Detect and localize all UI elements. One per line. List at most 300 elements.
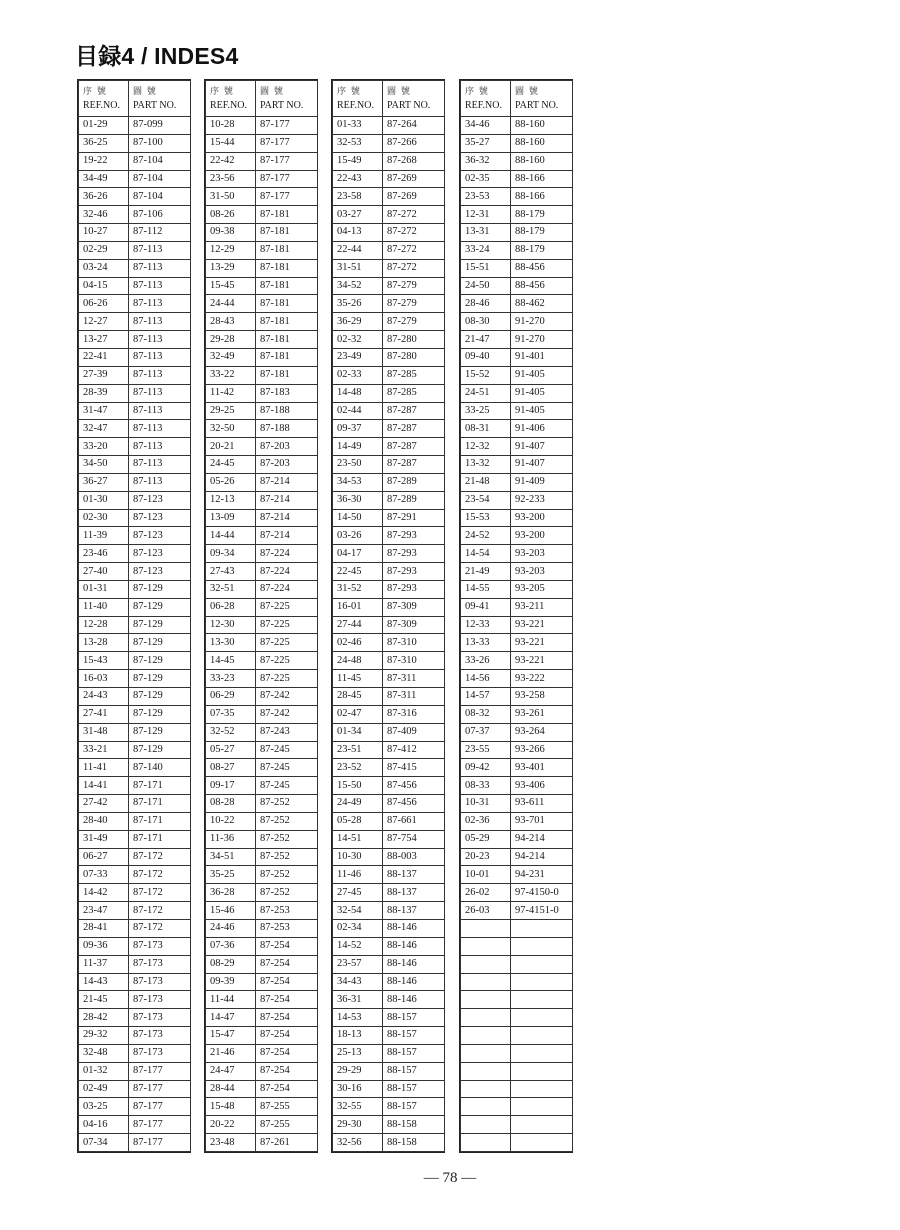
page-number: — 78 — bbox=[423, 1170, 477, 1186]
ref-no-cell: 14-52 bbox=[333, 937, 383, 955]
ref-no-cell: 08-31 bbox=[461, 420, 511, 438]
table-row bbox=[206, 919, 318, 937]
ref-no-cell: 03-26 bbox=[333, 527, 383, 545]
part-no-cell: 87-171 bbox=[129, 812, 191, 830]
ref-no-cell: 27-41 bbox=[79, 705, 129, 723]
table-row bbox=[461, 170, 573, 188]
ref-no-cell: 11-39 bbox=[79, 527, 129, 545]
ref-no-cell: 11-42 bbox=[206, 384, 256, 402]
part-no-cell: 88-137 bbox=[383, 902, 445, 920]
ref-no-cell: 10-01 bbox=[461, 866, 511, 884]
part-no-cell bbox=[511, 1080, 573, 1098]
table-row bbox=[79, 348, 191, 366]
ref-no-cell: 07-36 bbox=[206, 937, 256, 955]
table-row bbox=[461, 723, 573, 741]
part-no-cell: 87-412 bbox=[383, 741, 445, 759]
ref-no-cell: 27-44 bbox=[333, 616, 383, 634]
ref-no-cell: 36-29 bbox=[333, 313, 383, 331]
ref-no-cell: 09-38 bbox=[206, 224, 256, 242]
part-no-cell: 87-177 bbox=[129, 1134, 191, 1152]
part-no-cell: 87-172 bbox=[129, 902, 191, 920]
part-no-cell: 87-099 bbox=[129, 117, 191, 135]
part-no-cell: 87-293 bbox=[383, 580, 445, 598]
part-no-cell: 88-137 bbox=[383, 866, 445, 884]
part-no-cell: 88-456 bbox=[511, 259, 573, 277]
part-no-cell: 87-272 bbox=[383, 241, 445, 259]
table-row bbox=[79, 830, 191, 848]
table-row bbox=[79, 117, 191, 135]
table-row bbox=[206, 456, 318, 474]
table-row bbox=[461, 634, 573, 652]
ref-no-cell: 12-33 bbox=[461, 616, 511, 634]
ref-no-cell: 22-42 bbox=[206, 152, 256, 170]
part-no-cell: 87-172 bbox=[129, 848, 191, 866]
index-table-3 bbox=[331, 79, 445, 1153]
ref-no-cell: 04-17 bbox=[333, 545, 383, 563]
table-row bbox=[79, 509, 191, 527]
part-no-cell bbox=[511, 919, 573, 937]
part-no-cell: 93-611 bbox=[511, 795, 573, 813]
table-row bbox=[79, 634, 191, 652]
part-no-header-zh: 圖 號 bbox=[515, 86, 539, 97]
part-no-cell bbox=[511, 1134, 573, 1152]
table-row bbox=[79, 224, 191, 242]
part-no-cell: 87-113 bbox=[129, 384, 191, 402]
table-row bbox=[333, 652, 445, 670]
table-row bbox=[461, 795, 573, 813]
table-row bbox=[461, 866, 573, 884]
table-row bbox=[79, 1044, 191, 1062]
ref-no-cell: 08-27 bbox=[206, 759, 256, 777]
table-row bbox=[461, 295, 573, 313]
table-row bbox=[333, 937, 445, 955]
part-no-cell: 93-221 bbox=[511, 652, 573, 670]
part-no-header-zh: 圖 號 bbox=[260, 86, 284, 97]
part-no-cell: 87-316 bbox=[383, 705, 445, 723]
part-no-cell: 93-266 bbox=[511, 741, 573, 759]
part-no-cell: 87-268 bbox=[383, 152, 445, 170]
ref-no-cell: 02-30 bbox=[79, 509, 129, 527]
ref-no-cell: 32-55 bbox=[333, 1098, 383, 1116]
part-no-cell: 88-456 bbox=[511, 277, 573, 295]
ref-no-cell: 15-47 bbox=[206, 1027, 256, 1045]
part-no-cell: 87-181 bbox=[256, 313, 318, 331]
table-row bbox=[333, 509, 445, 527]
ref-no-cell: 28-46 bbox=[461, 295, 511, 313]
ref-no-cell: 13-09 bbox=[206, 509, 256, 527]
part-no-cell: 87-214 bbox=[256, 527, 318, 545]
table-row bbox=[206, 241, 318, 259]
part-no-cell: 87-252 bbox=[256, 795, 318, 813]
part-no-cell: 87-172 bbox=[129, 884, 191, 902]
table-row bbox=[333, 884, 445, 902]
part-no-cell: 87-181 bbox=[256, 366, 318, 384]
ref-no-cell: 23-52 bbox=[333, 759, 383, 777]
table-row bbox=[206, 170, 318, 188]
table-row bbox=[206, 812, 318, 830]
part-no-cell: 87-123 bbox=[129, 563, 191, 581]
part-no-cell: 87-113 bbox=[129, 366, 191, 384]
table-row bbox=[206, 580, 318, 598]
table-row bbox=[206, 527, 318, 545]
ref-no-cell: 16-01 bbox=[333, 598, 383, 616]
part-no-cell: 88-157 bbox=[383, 1062, 445, 1080]
part-no-cell: 87-255 bbox=[256, 1116, 318, 1134]
ref-no-cell: 14-41 bbox=[79, 777, 129, 795]
ref-no-cell: 23-54 bbox=[461, 491, 511, 509]
part-no-cell: 87-255 bbox=[256, 1098, 318, 1116]
table-row bbox=[79, 723, 191, 741]
part-no-cell: 87-225 bbox=[256, 670, 318, 688]
ref-no-cell: 05-27 bbox=[206, 741, 256, 759]
ref-no-cell: 11-46 bbox=[333, 866, 383, 884]
ref-no-cell: 22-45 bbox=[333, 563, 383, 581]
part-no-cell: 87-291 bbox=[383, 509, 445, 527]
ref-no-cell: 36-30 bbox=[333, 491, 383, 509]
table-row bbox=[79, 188, 191, 206]
part-no-header bbox=[511, 81, 573, 117]
table-row bbox=[461, 919, 573, 937]
ref-no-cell: 34-51 bbox=[206, 848, 256, 866]
table-row bbox=[206, 473, 318, 491]
table-row bbox=[206, 1080, 318, 1098]
table-row bbox=[206, 331, 318, 349]
table-row bbox=[333, 313, 445, 331]
ref-no-cell: 11-44 bbox=[206, 991, 256, 1009]
table-row bbox=[206, 206, 318, 224]
part-no-header-zh: 圖 號 bbox=[387, 86, 411, 97]
table-row bbox=[461, 830, 573, 848]
part-no-cell: 88-146 bbox=[383, 919, 445, 937]
ref-no-cell: 31-50 bbox=[206, 188, 256, 206]
ref-no-cell bbox=[461, 1080, 511, 1098]
table-row bbox=[206, 188, 318, 206]
page-title: 目録4 / INDES4 bbox=[75, 43, 239, 69]
part-no-header bbox=[383, 81, 445, 117]
part-no-cell: 87-285 bbox=[383, 384, 445, 402]
part-no-cell: 87-129 bbox=[129, 580, 191, 598]
ref-no-header-en: REF.NO. bbox=[83, 99, 120, 111]
part-no-cell: 94-214 bbox=[511, 830, 573, 848]
ref-no-cell: 13-28 bbox=[79, 634, 129, 652]
table-row bbox=[461, 688, 573, 706]
table-row bbox=[79, 1116, 191, 1134]
ref-no-cell: 09-34 bbox=[206, 545, 256, 563]
table-row bbox=[333, 580, 445, 598]
ref-no-cell: 05-26 bbox=[206, 473, 256, 491]
ref-no-cell: 24-44 bbox=[206, 295, 256, 313]
ref-no-cell: 11-45 bbox=[333, 670, 383, 688]
part-no-cell: 87-243 bbox=[256, 723, 318, 741]
table-row bbox=[79, 313, 191, 331]
ref-no-cell bbox=[461, 1009, 511, 1027]
part-no-cell: 87-104 bbox=[129, 170, 191, 188]
table-row bbox=[206, 295, 318, 313]
ref-no-cell: 10-27 bbox=[79, 224, 129, 242]
table-row bbox=[333, 473, 445, 491]
ref-no-cell: 25-13 bbox=[333, 1044, 383, 1062]
part-no-cell: 88-157 bbox=[383, 1027, 445, 1045]
ref-no-cell: 13-27 bbox=[79, 331, 129, 349]
part-no-cell: 87-225 bbox=[256, 652, 318, 670]
ref-no-cell: 24-48 bbox=[333, 652, 383, 670]
ref-no-cell: 27-43 bbox=[206, 563, 256, 581]
table-row bbox=[333, 134, 445, 152]
part-no-cell: 87-181 bbox=[256, 224, 318, 242]
table-row bbox=[79, 1098, 191, 1116]
ref-no-cell: 32-47 bbox=[79, 420, 129, 438]
table-row bbox=[206, 616, 318, 634]
part-no-cell: 87-181 bbox=[256, 241, 318, 259]
table-row bbox=[333, 117, 445, 135]
part-no-cell: 93-264 bbox=[511, 723, 573, 741]
table-row bbox=[79, 937, 191, 955]
part-no-cell: 92-233 bbox=[511, 491, 573, 509]
part-no-cell: 87-310 bbox=[383, 652, 445, 670]
table-row bbox=[206, 955, 318, 973]
table-row bbox=[333, 759, 445, 777]
table-row bbox=[461, 456, 573, 474]
table-row bbox=[79, 170, 191, 188]
ref-no-cell: 32-48 bbox=[79, 1044, 129, 1062]
table-row bbox=[79, 866, 191, 884]
ref-no-cell: 32-46 bbox=[79, 206, 129, 224]
table-row bbox=[206, 884, 318, 902]
table-row bbox=[206, 848, 318, 866]
part-no-cell: 87-113 bbox=[129, 277, 191, 295]
table-row bbox=[206, 420, 318, 438]
table-row bbox=[461, 598, 573, 616]
ref-no-cell: 24-51 bbox=[461, 384, 511, 402]
part-no-cell: 87-181 bbox=[256, 259, 318, 277]
part-no-cell: 87-272 bbox=[383, 206, 445, 224]
part-no-cell: 88-146 bbox=[383, 973, 445, 991]
part-no-cell: 87-181 bbox=[256, 295, 318, 313]
part-no-cell: 88-137 bbox=[383, 884, 445, 902]
table-row bbox=[333, 1044, 445, 1062]
part-no-cell: 87-245 bbox=[256, 777, 318, 795]
ref-no-cell: 15-48 bbox=[206, 1098, 256, 1116]
table-row bbox=[333, 919, 445, 937]
part-no-cell: 87-113 bbox=[129, 420, 191, 438]
ref-no-cell: 22-44 bbox=[333, 241, 383, 259]
table-row bbox=[333, 688, 445, 706]
part-no-cell: 91-270 bbox=[511, 313, 573, 331]
table-row bbox=[79, 848, 191, 866]
ref-no-cell: 15-45 bbox=[206, 277, 256, 295]
part-no-cell: 87-293 bbox=[383, 563, 445, 581]
part-no-cell: 87-113 bbox=[129, 313, 191, 331]
part-no-cell: 88-160 bbox=[511, 117, 573, 135]
table-row bbox=[79, 705, 191, 723]
part-no-header-en: PART NO. bbox=[387, 99, 431, 111]
ref-no-cell: 01-31 bbox=[79, 580, 129, 598]
part-no-cell: 87-456 bbox=[383, 777, 445, 795]
part-no-cell: 87-177 bbox=[129, 1080, 191, 1098]
part-no-cell: 87-293 bbox=[383, 527, 445, 545]
ref-no-cell: 28-42 bbox=[79, 1009, 129, 1027]
table-row bbox=[461, 277, 573, 295]
part-no-cell: 87-409 bbox=[383, 723, 445, 741]
table-row bbox=[206, 634, 318, 652]
ref-no-cell: 14-57 bbox=[461, 688, 511, 706]
part-no-cell: 87-113 bbox=[129, 259, 191, 277]
ref-no-cell: 36-26 bbox=[79, 188, 129, 206]
part-no-cell: 91-407 bbox=[511, 438, 573, 456]
ref-no-cell: 12-13 bbox=[206, 491, 256, 509]
table-row bbox=[461, 384, 573, 402]
ref-no-cell: 14-49 bbox=[333, 438, 383, 456]
ref-no-cell: 12-30 bbox=[206, 616, 256, 634]
ref-no-header bbox=[461, 81, 511, 117]
table-row bbox=[206, 777, 318, 795]
ref-no-cell: 20-21 bbox=[206, 438, 256, 456]
table-row bbox=[461, 563, 573, 581]
part-no-cell: 87-129 bbox=[129, 741, 191, 759]
table-row bbox=[206, 1062, 318, 1080]
part-no-cell: 87-129 bbox=[129, 634, 191, 652]
table-row bbox=[79, 134, 191, 152]
table-row bbox=[206, 563, 318, 581]
ref-no-cell: 35-25 bbox=[206, 866, 256, 884]
table-row bbox=[461, 777, 573, 795]
ref-no-cell: 16-03 bbox=[79, 670, 129, 688]
ref-no-cell: 32-53 bbox=[333, 134, 383, 152]
part-no-cell: 87-254 bbox=[256, 1027, 318, 1045]
table-row bbox=[461, 884, 573, 902]
part-no-cell: 88-179 bbox=[511, 224, 573, 242]
table-row bbox=[79, 545, 191, 563]
table-row bbox=[206, 1027, 318, 1045]
part-no-cell: 87-177 bbox=[129, 1116, 191, 1134]
table-row bbox=[206, 277, 318, 295]
part-no-cell bbox=[511, 1009, 573, 1027]
ref-no-cell: 31-49 bbox=[79, 830, 129, 848]
part-no-cell: 93-221 bbox=[511, 616, 573, 634]
ref-no-cell: 24-43 bbox=[79, 688, 129, 706]
part-no-cell: 87-177 bbox=[256, 152, 318, 170]
table-row bbox=[461, 1027, 573, 1045]
part-no-cell: 87-661 bbox=[383, 812, 445, 830]
ref-no-cell bbox=[461, 1134, 511, 1152]
ref-no-cell: 14-45 bbox=[206, 652, 256, 670]
ref-no-cell: 04-16 bbox=[79, 1116, 129, 1134]
part-no-cell: 91-405 bbox=[511, 366, 573, 384]
part-no-cell: 87-309 bbox=[383, 598, 445, 616]
table-row bbox=[461, 1062, 573, 1080]
ref-no-header bbox=[333, 81, 383, 117]
ref-no-cell: 28-40 bbox=[79, 812, 129, 830]
ref-no-cell: 06-26 bbox=[79, 295, 129, 313]
table-row bbox=[206, 134, 318, 152]
part-no-cell: 87-254 bbox=[256, 1080, 318, 1098]
ref-no-cell: 33-20 bbox=[79, 438, 129, 456]
table-row bbox=[333, 348, 445, 366]
table-row bbox=[461, 509, 573, 527]
ref-no-cell: 23-47 bbox=[79, 902, 129, 920]
part-no-cell: 88-157 bbox=[383, 1098, 445, 1116]
table-row bbox=[333, 1080, 445, 1098]
ref-no-cell: 14-54 bbox=[461, 545, 511, 563]
part-no-cell: 87-252 bbox=[256, 830, 318, 848]
part-no-cell: 87-253 bbox=[256, 902, 318, 920]
part-no-cell: 87-269 bbox=[383, 188, 445, 206]
ref-no-cell: 15-51 bbox=[461, 259, 511, 277]
part-no-cell: 87-173 bbox=[129, 1044, 191, 1062]
ref-no-cell: 20-23 bbox=[461, 848, 511, 866]
part-no-cell: 87-310 bbox=[383, 634, 445, 652]
ref-no-cell: 04-13 bbox=[333, 224, 383, 242]
ref-no-cell: 01-33 bbox=[333, 117, 383, 135]
table-row bbox=[206, 830, 318, 848]
table-row bbox=[79, 331, 191, 349]
table-row bbox=[333, 527, 445, 545]
ref-no-cell: 13-32 bbox=[461, 456, 511, 474]
table-row bbox=[461, 991, 573, 1009]
part-no-cell: 87-252 bbox=[256, 848, 318, 866]
table-row bbox=[206, 741, 318, 759]
part-no-cell: 87-104 bbox=[129, 188, 191, 206]
ref-no-cell: 32-50 bbox=[206, 420, 256, 438]
part-no-cell: 87-225 bbox=[256, 616, 318, 634]
ref-no-cell: 29-29 bbox=[333, 1062, 383, 1080]
ref-no-cell: 09-37 bbox=[333, 420, 383, 438]
table-row bbox=[333, 1116, 445, 1134]
ref-no-cell: 22-43 bbox=[333, 170, 383, 188]
part-no-cell: 87-264 bbox=[383, 117, 445, 135]
part-no-cell: 88-157 bbox=[383, 1009, 445, 1027]
ref-no-cell: 28-45 bbox=[333, 688, 383, 706]
ref-no-cell: 29-30 bbox=[333, 1116, 383, 1134]
ref-no-cell: 33-24 bbox=[461, 241, 511, 259]
part-no-cell: 87-289 bbox=[383, 473, 445, 491]
part-no-cell: 87-113 bbox=[129, 402, 191, 420]
ref-no-cell: 05-29 bbox=[461, 830, 511, 848]
table-row bbox=[461, 527, 573, 545]
table-row bbox=[206, 509, 318, 527]
table-row bbox=[333, 170, 445, 188]
part-no-cell: 87-123 bbox=[129, 545, 191, 563]
ref-no-cell: 10-28 bbox=[206, 117, 256, 135]
table-row bbox=[79, 812, 191, 830]
table-row bbox=[461, 1044, 573, 1062]
part-no-cell: 87-261 bbox=[256, 1134, 318, 1152]
part-no-cell: 87-172 bbox=[129, 866, 191, 884]
ref-no-cell: 28-43 bbox=[206, 313, 256, 331]
part-no-cell: 88-157 bbox=[383, 1080, 445, 1098]
part-no-header bbox=[129, 81, 191, 117]
part-no-cell: 88-166 bbox=[511, 170, 573, 188]
table-row bbox=[461, 545, 573, 563]
part-no-cell: 87-280 bbox=[383, 348, 445, 366]
ref-no-cell: 02-35 bbox=[461, 170, 511, 188]
table-row bbox=[206, 1134, 318, 1152]
part-no-cell: 93-200 bbox=[511, 509, 573, 527]
part-no-cell: 87-254 bbox=[256, 1044, 318, 1062]
table-row bbox=[333, 224, 445, 242]
ref-no-cell: 28-41 bbox=[79, 919, 129, 937]
part-no-cell: 97-4151-0 bbox=[511, 902, 573, 920]
part-no-cell: 87-254 bbox=[256, 1062, 318, 1080]
ref-no-cell: 34-46 bbox=[461, 117, 511, 135]
part-no-cell: 87-113 bbox=[129, 295, 191, 313]
part-no-cell: 88-146 bbox=[383, 937, 445, 955]
part-no-cell: 87-129 bbox=[129, 723, 191, 741]
ref-no-cell: 36-28 bbox=[206, 884, 256, 902]
ref-no-header-en: REF.NO. bbox=[210, 99, 247, 111]
part-no-cell: 93-203 bbox=[511, 545, 573, 563]
ref-no-cell: 07-34 bbox=[79, 1134, 129, 1152]
